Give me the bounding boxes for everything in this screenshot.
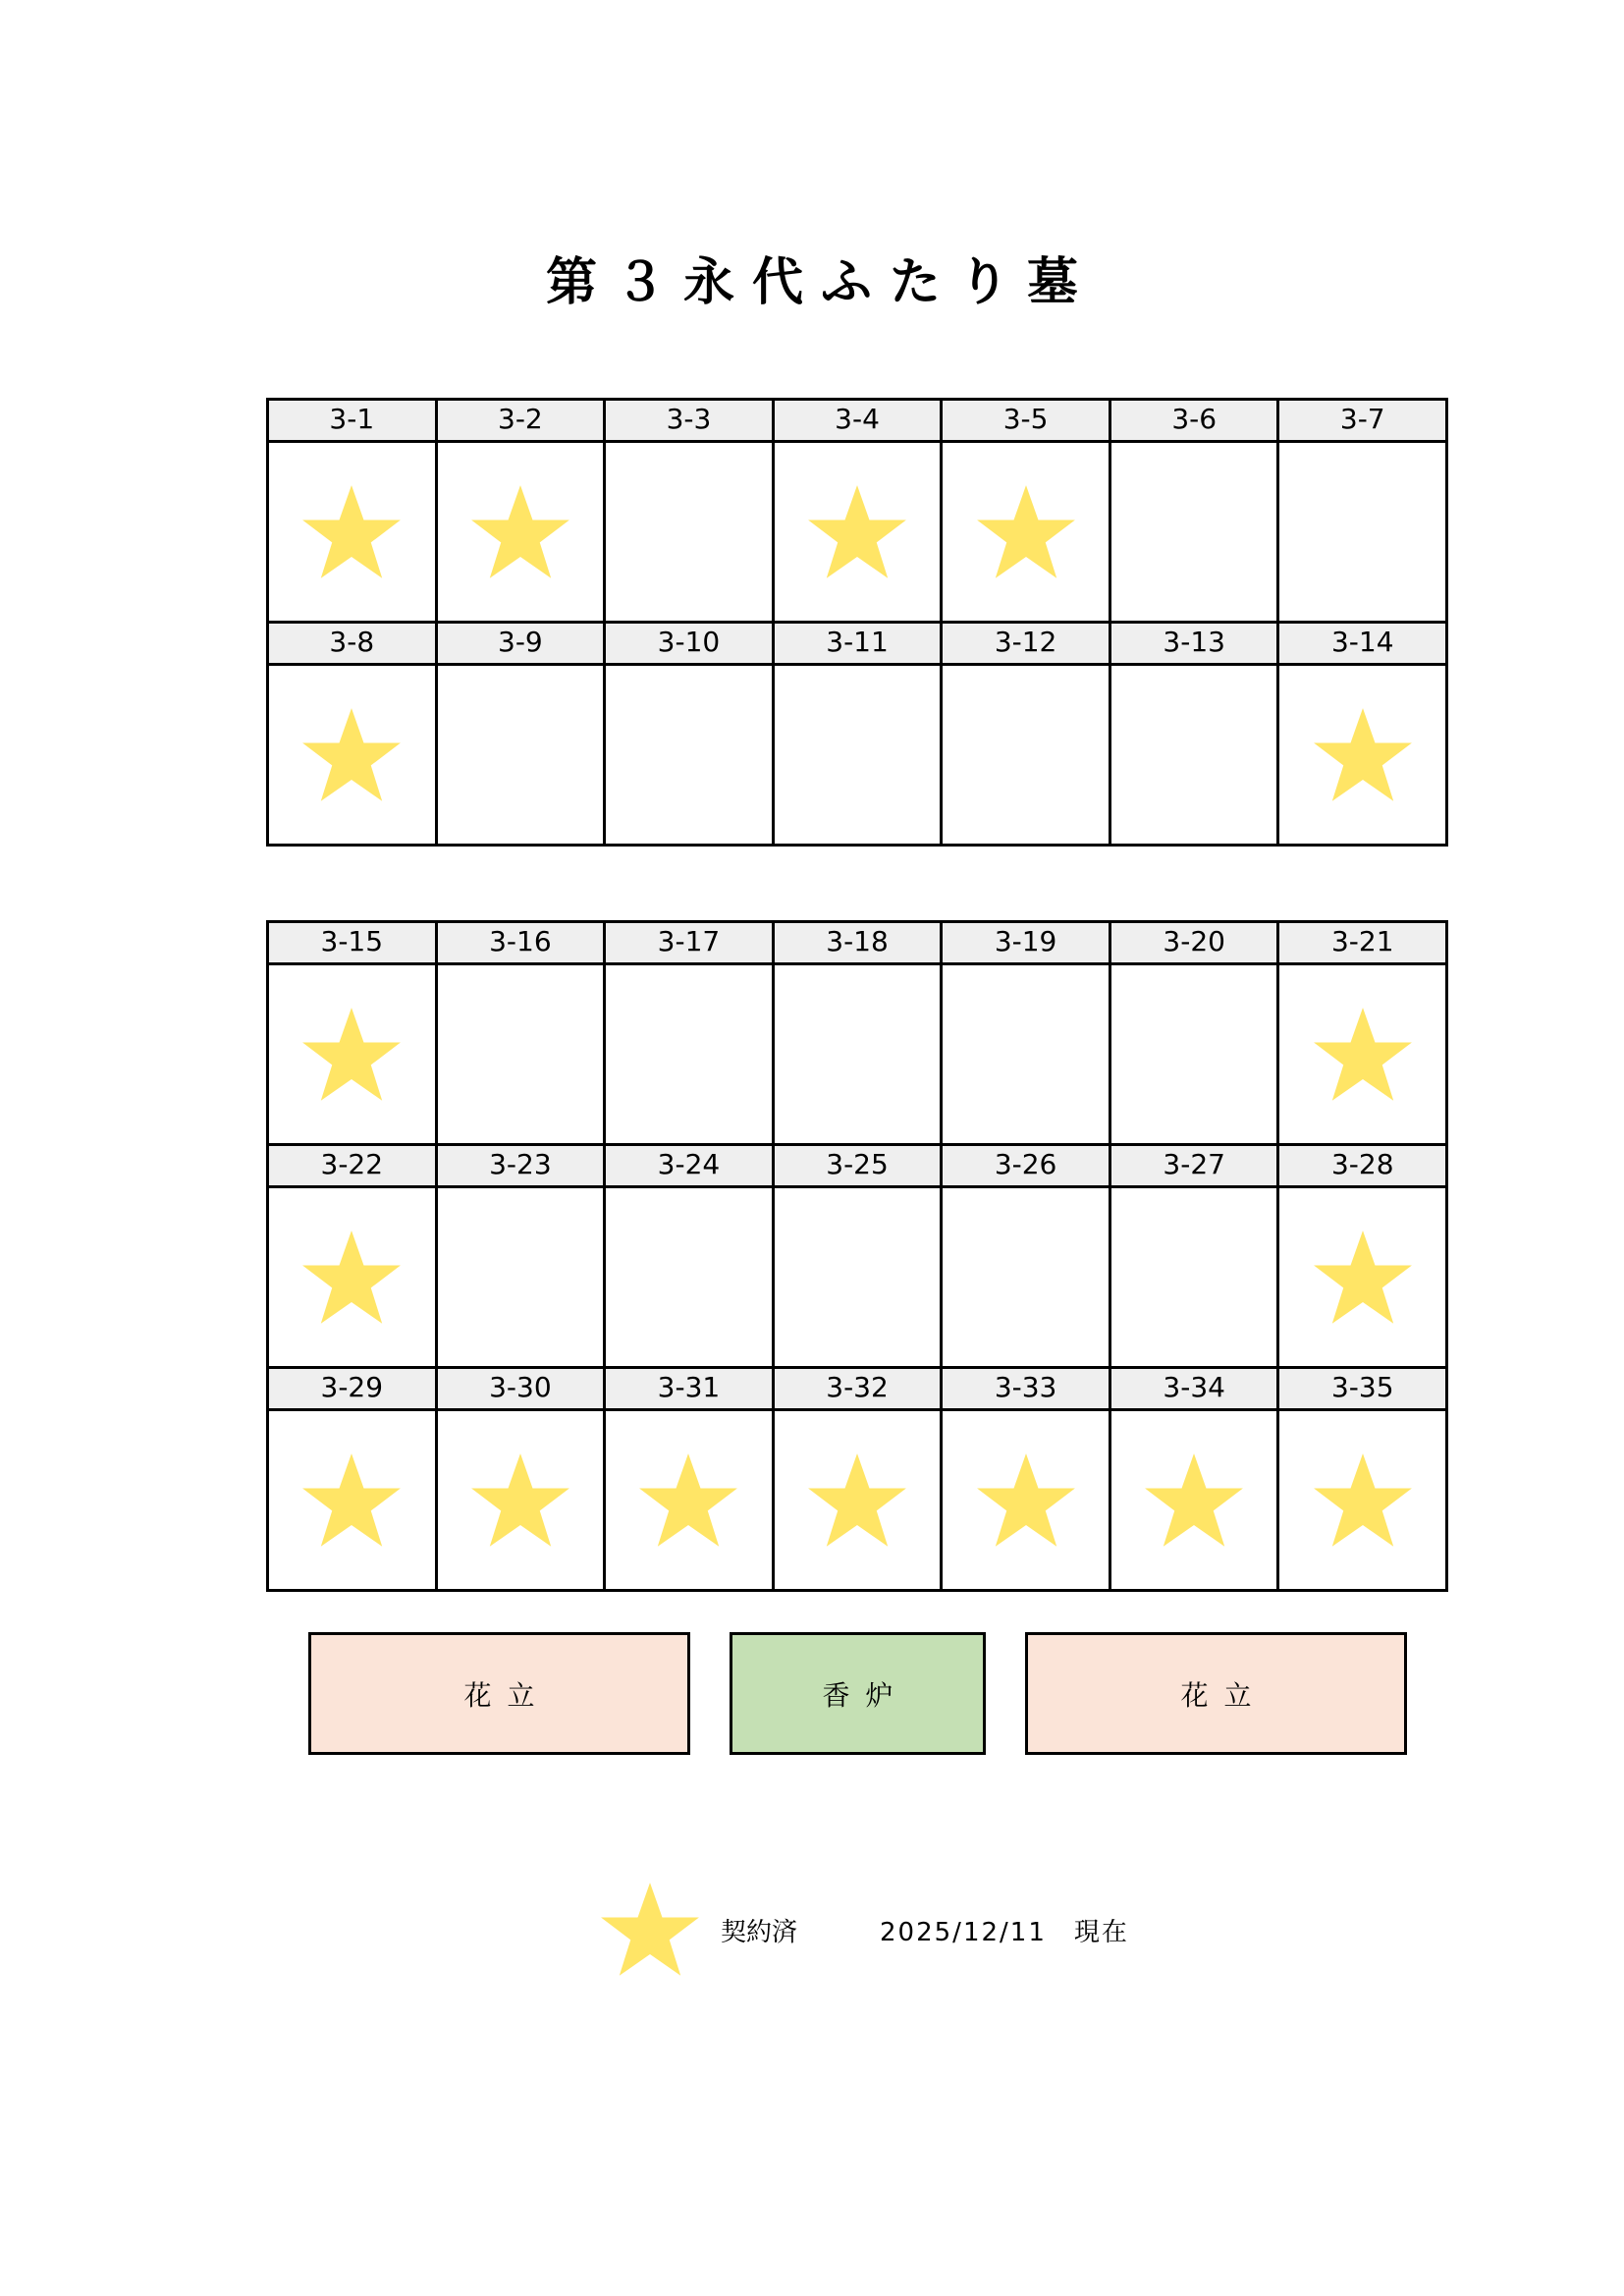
plot-body (438, 1188, 604, 1366)
plot-label: 3-32 (775, 1369, 941, 1411)
plot-cell (1279, 1146, 1448, 1369)
plot-label: 3-33 (943, 1369, 1109, 1411)
plot-body (1279, 666, 1445, 844)
plot-cell (606, 923, 775, 1146)
plot-body (606, 666, 772, 844)
legend-date-value: 2025/12/11 (880, 1917, 1047, 1947)
plot-body (775, 1411, 941, 1589)
plot-label: 3-19 (943, 923, 1109, 965)
star-icon (1312, 706, 1414, 804)
plot-cell (943, 401, 1111, 624)
plot-cell (269, 624, 438, 847)
plot-cell (606, 624, 775, 847)
plot-grid-lower (266, 920, 1448, 1592)
plot-label: 3-22 (269, 1146, 435, 1188)
plot-cell (269, 1146, 438, 1369)
plot-label: 3-11 (775, 624, 941, 666)
plot-label: 3-3 (606, 401, 772, 443)
plot-cell (775, 624, 944, 847)
star-icon (806, 483, 908, 581)
flower-stand-right-label: 花立 (1180, 1678, 1268, 1712)
plot-body (438, 666, 604, 844)
plot-label: 3-29 (269, 1369, 435, 1411)
plot-cell (943, 1369, 1111, 1592)
plot-body (943, 1411, 1109, 1589)
star-icon (300, 1006, 403, 1104)
plot-body (269, 1411, 435, 1589)
star-icon (300, 1451, 403, 1550)
plot-cell (1111, 1369, 1280, 1592)
plot-label: 3-30 (438, 1369, 604, 1411)
plot-body (943, 1188, 1109, 1366)
plot-label: 3-23 (438, 1146, 604, 1188)
plot-label: 3-24 (606, 1146, 772, 1188)
plot-row (269, 1146, 1448, 1369)
plot-label: 3-8 (269, 624, 435, 666)
plot-body (606, 1188, 772, 1366)
star-icon (1312, 1006, 1414, 1104)
incense-burner (730, 1632, 986, 1755)
plot-cell (269, 1369, 438, 1592)
plot-label: 3-31 (606, 1369, 772, 1411)
plot-body (269, 965, 435, 1143)
plot-body (775, 666, 941, 844)
plot-label: 3-27 (1111, 1146, 1277, 1188)
star-icon (599, 1881, 701, 1979)
plot-cell (1111, 923, 1280, 1146)
plot-cell (438, 401, 607, 624)
legend (599, 1881, 1129, 1979)
plot-body (1279, 1411, 1445, 1589)
plot-cell (1279, 1369, 1448, 1592)
plot-body (1111, 965, 1277, 1143)
plot-body (943, 965, 1109, 1143)
plot-label: 3-21 (1279, 923, 1445, 965)
plot-body (606, 965, 772, 1143)
plot-label: 3-28 (1279, 1146, 1445, 1188)
plot-body (1279, 965, 1445, 1143)
plot-body (1111, 1188, 1277, 1366)
flower-stand-left-label: 花立 (463, 1678, 551, 1712)
plot-cell (1279, 401, 1448, 624)
plot-cell (606, 1369, 775, 1592)
star-icon (1312, 1229, 1414, 1327)
plot-label: 3-18 (775, 923, 941, 965)
plot-body (775, 965, 941, 1143)
plot-cell (1279, 624, 1448, 847)
plot-grid-upper (266, 398, 1448, 847)
plot-body (775, 1188, 941, 1366)
plot-label: 3-10 (606, 624, 772, 666)
plot-label: 3-13 (1111, 624, 1277, 666)
plot-cell (438, 1369, 607, 1592)
plot-cell (775, 923, 944, 1146)
star-icon (806, 1451, 908, 1550)
flower-stand-left (308, 1632, 690, 1755)
plot-body (606, 443, 772, 621)
plot-body (943, 443, 1109, 621)
page-title: 第３永代ふたり墓 (545, 253, 1096, 312)
star-icon (975, 1451, 1077, 1550)
plot-cell (775, 1146, 944, 1369)
plot-cell (1111, 624, 1280, 847)
plot-body (1111, 1411, 1277, 1589)
plot-body (775, 443, 941, 621)
plot-label: 3-25 (775, 1146, 941, 1188)
plot-cell (1111, 1146, 1280, 1369)
star-icon (469, 483, 571, 581)
plot-cell (438, 923, 607, 1146)
star-icon (1143, 1451, 1245, 1550)
star-icon (300, 483, 403, 581)
star-icon (300, 706, 403, 804)
plot-label: 3-6 (1111, 401, 1277, 443)
plot-label: 3-35 (1279, 1369, 1445, 1411)
plot-label: 3-26 (943, 1146, 1109, 1188)
plot-cell (438, 1146, 607, 1369)
plot-label: 3-1 (269, 401, 435, 443)
plot-cell (606, 401, 775, 624)
plot-body (1111, 666, 1277, 844)
plot-row (269, 923, 1448, 1146)
plot-row (269, 624, 1448, 847)
plot-label: 3-5 (943, 401, 1109, 443)
plot-label: 3-14 (1279, 624, 1445, 666)
plot-cell (943, 624, 1111, 847)
star-icon (637, 1451, 739, 1550)
plot-row (269, 401, 1448, 624)
plot-label: 3-4 (775, 401, 941, 443)
plot-label: 3-20 (1111, 923, 1277, 965)
plot-body (606, 1411, 772, 1589)
star-icon (1312, 1451, 1414, 1550)
plot-label: 3-17 (606, 923, 772, 965)
plot-cell (943, 923, 1111, 1146)
plot-body (269, 1188, 435, 1366)
plot-cell (1279, 923, 1448, 1146)
plot-cell (269, 923, 438, 1146)
flower-stand-right (1025, 1632, 1407, 1755)
plot-row (269, 1369, 1448, 1592)
plot-cell (269, 401, 438, 624)
plot-cell (1111, 401, 1280, 624)
incense-burner-label: 香炉 (822, 1678, 909, 1712)
legend-as-of: 現在 (1073, 1917, 1129, 1947)
star-icon (975, 483, 1077, 581)
plot-label: 3-2 (438, 401, 604, 443)
plot-body (269, 443, 435, 621)
legend-label: 契約済 (721, 1917, 798, 1947)
plot-label: 3-12 (943, 624, 1109, 666)
plot-body (438, 1411, 604, 1589)
plot-body (438, 965, 604, 1143)
plot-cell (775, 1369, 944, 1592)
plot-body (1279, 1188, 1445, 1366)
star-icon (300, 1229, 403, 1327)
star-icon (469, 1451, 571, 1550)
plot-label: 3-16 (438, 923, 604, 965)
plot-body (943, 666, 1109, 844)
plot-body (269, 666, 435, 844)
plot-label: 3-15 (269, 923, 435, 965)
plot-cell (438, 624, 607, 847)
plot-cell (606, 1146, 775, 1369)
plot-body (438, 443, 604, 621)
plot-body (1279, 443, 1445, 621)
plot-cell (775, 401, 944, 624)
plot-label: 3-34 (1111, 1369, 1277, 1411)
plot-label: 3-9 (438, 624, 604, 666)
legend-date (880, 1912, 1129, 1948)
plot-cell (943, 1146, 1111, 1369)
plot-body (1111, 443, 1277, 621)
plot-label: 3-7 (1279, 401, 1445, 443)
